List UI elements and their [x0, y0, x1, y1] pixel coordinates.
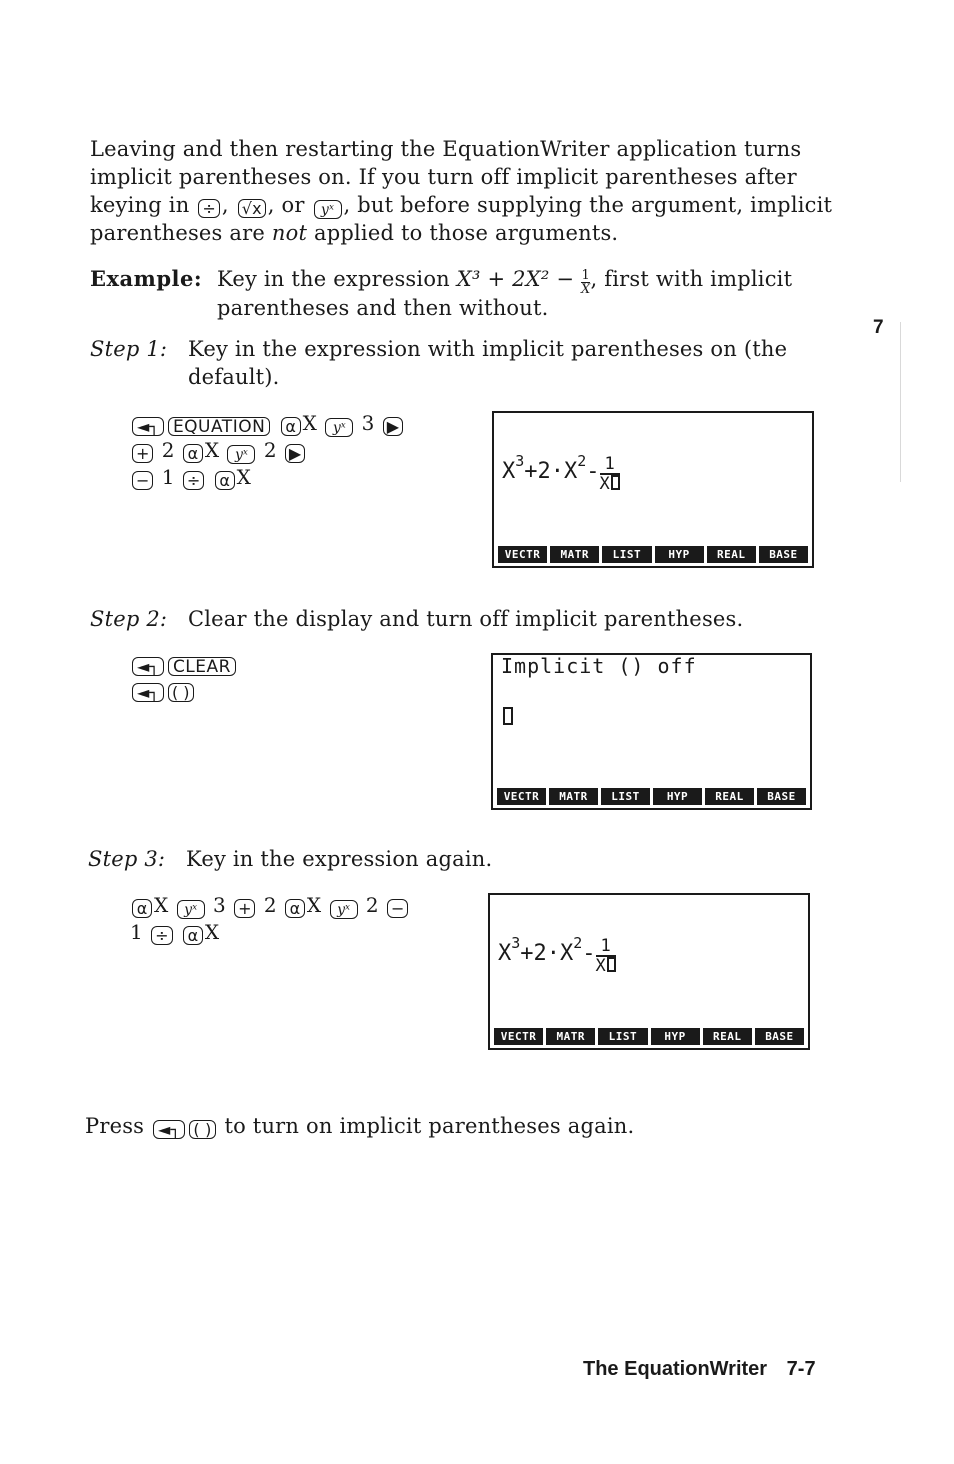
sqrt-key: √x	[238, 199, 266, 218]
intro-paragraph	[90, 135, 850, 247]
step1-keystrokes: ◄┐ EQUATION α X yˣ 3 ▶ + 2 α X yˣ 2 ▶ − 1 ÷ α X	[130, 410, 405, 490]
alpha-key: α	[183, 444, 203, 463]
menu-key-real[interactable]: REAL	[705, 788, 754, 805]
menu-key-hyp[interactable]: HYP	[655, 546, 704, 563]
screen2-menu-bar	[497, 788, 806, 805]
menu-key-vectr[interactable]: VECTR	[498, 546, 547, 563]
minus-key: −	[132, 471, 153, 490]
right-arrow-key: ▶	[285, 444, 305, 463]
example-fraction: $\frac{1}{X}$	[581, 268, 591, 297]
menu-key-vectr[interactable]: VECTR	[497, 788, 546, 805]
screen3-menu-bar	[494, 1028, 804, 1045]
power-key: yˣ	[330, 900, 358, 919]
margin-rule	[900, 322, 901, 482]
example-text: Key in the expression X³ + 2X² − $\frac{1}{X}$ , first with implicit parentheses and then without.	[217, 267, 793, 320]
menu-key-vectr[interactable]: VECTR	[494, 1028, 543, 1045]
screen3-fraction: $\frac{1}{X}$	[596, 937, 616, 975]
step2-keystrokes	[130, 650, 238, 702]
cursor-icon	[611, 475, 620, 490]
divide-key: ÷	[198, 199, 220, 218]
screen1-menu-bar	[498, 546, 808, 563]
menu-key-base[interactable]: BASE	[759, 546, 808, 563]
step3-text: Key in the expression again.	[186, 847, 493, 871]
page-footer	[583, 1358, 816, 1381]
minus-key: −	[387, 899, 408, 918]
chapter-tab-marker: 7	[873, 317, 884, 338]
calculator-screen-3	[488, 893, 810, 1050]
menu-key-list[interactable]: LIST	[598, 1028, 647, 1045]
alpha-key: α	[132, 899, 152, 918]
screen3-expression: $X^3+2\cdot X^2-$ $\frac{1}{X}$	[498, 935, 616, 973]
alpha-key: α	[285, 899, 305, 918]
closing-line: Press ◄┐ ( ) to turn on implicit parentheses again.	[85, 1114, 635, 1139]
alpha-key: α	[281, 417, 301, 436]
screen1-expression: $X^3+2\cdot X^2-$ $\frac{1}{X}$	[502, 453, 620, 491]
menu-key-matr[interactable]: MATR	[546, 1028, 595, 1045]
intro-line-2: implicit parentheses on. If you turn off implicit parentheses after	[90, 165, 797, 189]
cursor-icon	[607, 957, 616, 972]
parentheses-key: ( )	[168, 683, 194, 702]
step1-text: Key in the expression with implicit parentheses on (the default).	[188, 337, 788, 389]
menu-key-base[interactable]: BASE	[757, 788, 806, 805]
example-expression: X³ + 2X² −	[456, 267, 575, 291]
plus-key: +	[234, 899, 255, 918]
step1-label: Step 1:	[90, 337, 168, 361]
example-label: Example:	[90, 266, 203, 291]
menu-key-matr[interactable]: MATR	[550, 546, 599, 563]
calculator-screen-2	[491, 653, 812, 810]
power-key: yˣ	[314, 200, 342, 219]
intro-line-3: keying in ÷ , √x , or yˣ , but before supplying the argument, implicit	[90, 193, 833, 218]
screen1-fraction: $\frac{1}{X}$	[600, 455, 620, 493]
menu-key-base[interactable]: BASE	[755, 1028, 804, 1045]
plus-key: +	[132, 444, 153, 463]
left-shift-key: ◄┐	[153, 1120, 185, 1139]
left-shift-key: ◄┐	[132, 417, 164, 436]
left-shift-key: ◄┐	[132, 657, 164, 676]
step2-label: Step 2:	[90, 607, 168, 631]
alpha-key: α	[215, 471, 235, 490]
calculator-screen-1	[492, 411, 814, 568]
screen2-message: Implicit () off	[501, 654, 697, 678]
menu-key-hyp[interactable]: HYP	[651, 1028, 700, 1045]
parentheses-key: ( )	[189, 1120, 215, 1139]
power-key: yˣ	[227, 445, 255, 464]
intro-line-4: parentheses are not applied to those arguments.	[90, 221, 619, 245]
menu-key-real[interactable]: REAL	[703, 1028, 752, 1045]
power-key: yˣ	[177, 900, 205, 919]
step2-text: Clear the display and turn off implicit parentheses.	[188, 607, 744, 631]
divide-key: ÷	[183, 471, 204, 490]
intro-line-1: Leaving and then restarting the EquationWriter application turns	[90, 137, 802, 161]
equation-key: EQUATION	[168, 417, 270, 436]
left-shift-key: ◄┐	[132, 683, 164, 702]
footer-page-number: 7-7	[786, 1358, 816, 1380]
menu-key-matr[interactable]: MATR	[549, 788, 598, 805]
divide-key: ÷	[151, 926, 172, 945]
alpha-key: α	[183, 926, 203, 945]
power-key: yˣ	[325, 418, 353, 437]
menu-key-real[interactable]: REAL	[707, 546, 756, 563]
step3-label: Step 3:	[88, 847, 166, 871]
clear-key: CLEAR	[168, 657, 236, 676]
right-arrow-key: ▶	[383, 417, 403, 436]
cursor-icon	[503, 707, 513, 725]
step3-keystrokes: α X yˣ 3 + 2 α X yˣ 2 − 1 ÷ α X	[130, 892, 410, 945]
menu-key-hyp[interactable]: HYP	[653, 788, 702, 805]
menu-key-list[interactable]: LIST	[602, 546, 651, 563]
footer-chapter-title: The EquationWriter	[583, 1358, 768, 1380]
menu-key-list[interactable]: LIST	[601, 788, 650, 805]
